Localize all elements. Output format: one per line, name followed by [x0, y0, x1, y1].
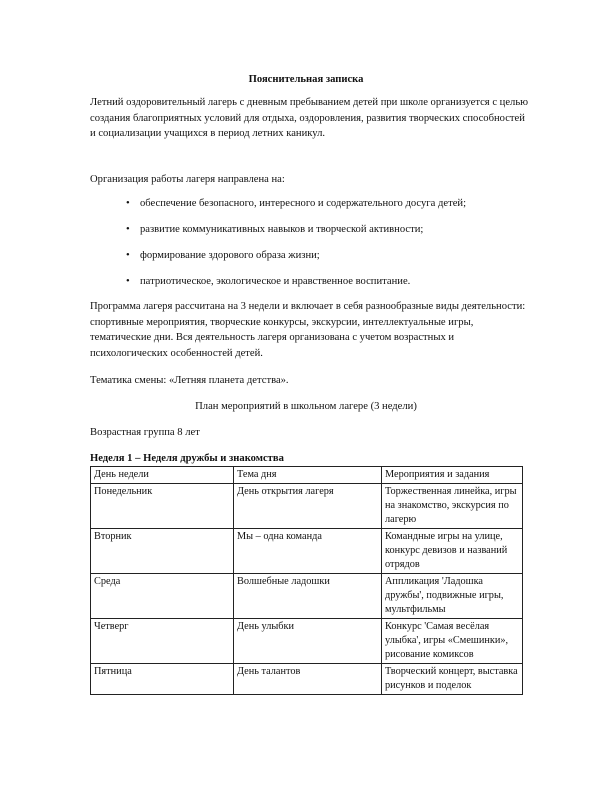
schedule-table: [90, 466, 523, 695]
week-title: Неделя 1 – Неделя дружбы и знакомства: [90, 453, 284, 464]
cell-activities: Торжественная линейка, игры на знакомство, экскурсия по лагерю: [382, 484, 523, 529]
goal-text: обеспечение безопасного, интересного и содержательного досуга детей;: [140, 198, 467, 209]
column-header-activities: Мероприятия и задания: [382, 467, 523, 484]
list-item: [126, 222, 546, 248]
cell-activities: Аппликация 'Ладошка дружбы', подвижные игры, мультфильмы: [382, 574, 523, 619]
column-header-theme: Тема дня: [234, 467, 382, 484]
intro-paragraph: Летний оздоровительный лагерь с дневным пребыванием детей при школе организуется с целью создания благоприятных условий для отдыха, оздоровления, развития творческих способностей и социализации учащихся в период летних каникул.: [90, 97, 529, 140]
list-item: [126, 274, 546, 300]
table-row: [91, 619, 523, 664]
plan-title: План мероприятий в школьном лагере (3 недели): [195, 401, 417, 412]
goal-text: развитие коммуникативных навыков и творческой активности;: [140, 224, 424, 235]
cell-theme: День улыбки: [234, 619, 382, 664]
cell-day: Среда: [91, 574, 234, 619]
document-title: Пояснительная записка: [248, 74, 364, 85]
table-row: [91, 664, 523, 695]
program-paragraph: Программа лагеря рассчитана на 3 недели и включает в себя разнообразные виды деятельности: спортивные мероприятия, творческие конкурсы, экскурсии, интеллектуальные игры, тематические дни. Вся деятельность лагеря организована с учетом возрастных и психологических особенностей детей.: [90, 301, 526, 359]
column-header-day: День недели: [91, 467, 234, 484]
organization-lead: Организация работы лагеря направлена на:: [90, 174, 285, 185]
cell-theme: Мы – одна команда: [234, 529, 382, 574]
cell-activities: Конкурс 'Самая весёлая улыбка', игры «Смешинки», рисование комиксов: [382, 619, 523, 664]
cell-day: Пятница: [91, 664, 234, 695]
cell-theme: День открытия лагеря: [234, 484, 382, 529]
cell-theme: Волшебные ладошки: [234, 574, 382, 619]
list-item: [126, 196, 546, 222]
cell-activities: Командные игры на улице, конкурс девизов и названий отрядов: [382, 529, 523, 574]
cell-theme: День талантов: [234, 664, 382, 695]
bullet-icon: •: [126, 198, 130, 209]
table-header-row: [91, 467, 523, 484]
bullet-icon: •: [126, 224, 130, 235]
cell-activities: Творческий концерт, выставка рисунков и поделок: [382, 664, 523, 695]
bullet-icon: •: [126, 276, 130, 287]
list-item: [126, 248, 546, 274]
theme-line: Тематика смены: «Летняя планета детства».: [90, 375, 289, 386]
table-row: [91, 484, 523, 529]
goals-list: [126, 196, 546, 300]
goal-text: патриотическое, экологическое и нравственное воспитание.: [140, 276, 411, 287]
age-group: Возрастная группа 8 лет: [90, 427, 200, 438]
bullet-icon: •: [126, 250, 130, 261]
cell-day: Понедельник: [91, 484, 234, 529]
cell-day: Четверг: [91, 619, 234, 664]
table-row: [91, 574, 523, 619]
cell-day: Вторник: [91, 529, 234, 574]
table-row: [91, 529, 523, 574]
goal-text: формирование здорового образа жизни;: [140, 250, 320, 261]
